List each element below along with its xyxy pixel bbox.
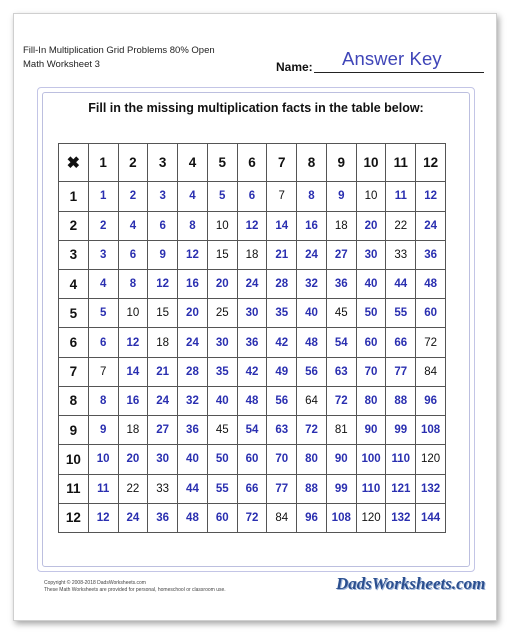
row-header: 8 (59, 386, 89, 415)
answer-cell: 90 (356, 416, 386, 445)
column-header: 7 (267, 144, 297, 182)
answer-cell: 40 (178, 445, 208, 474)
answer-cell: 88 (386, 386, 416, 415)
table-row (59, 270, 446, 299)
table-row (59, 386, 446, 415)
column-header: 2 (118, 144, 148, 182)
row-header: 6 (59, 328, 89, 357)
answer-cell: 6 (118, 240, 148, 269)
answer-cell: 24 (297, 240, 327, 269)
answer-cell: 54 (326, 328, 356, 357)
answer-cell: 48 (178, 503, 208, 532)
answer-cell: 55 (207, 474, 237, 503)
answer-cell: 70 (356, 357, 386, 386)
answer-cell: 40 (297, 299, 327, 328)
column-header: 8 (297, 144, 327, 182)
answer-cell: 8 (178, 211, 208, 240)
answer-cell: 44 (178, 474, 208, 503)
answer-cell: 16 (297, 211, 327, 240)
answer-cell: 8 (297, 182, 327, 211)
column-header: 5 (207, 144, 237, 182)
answer-cell: 11 (88, 474, 118, 503)
answer-cell: 20 (356, 211, 386, 240)
given-cell: 18 (118, 416, 148, 445)
answer-cell: 48 (416, 270, 446, 299)
row-header: 12 (59, 503, 89, 532)
answer-cell: 30 (148, 445, 178, 474)
given-cell: 22 (386, 211, 416, 240)
answer-cell: 77 (386, 357, 416, 386)
answer-cell: 3 (148, 182, 178, 211)
answer-cell: 5 (88, 299, 118, 328)
answer-cell: 96 (416, 386, 446, 415)
given-cell: 7 (88, 357, 118, 386)
answer-cell: 66 (237, 474, 267, 503)
answer-cell: 42 (267, 328, 297, 357)
answer-cell: 3 (88, 240, 118, 269)
given-cell: 18 (237, 240, 267, 269)
answer-cell: 49 (267, 357, 297, 386)
answer-cell: 9 (88, 416, 118, 445)
answer-cell: 20 (178, 299, 208, 328)
answer-cell: 100 (356, 445, 386, 474)
table-row (59, 416, 446, 445)
answer-cell: 88 (297, 474, 327, 503)
given-cell: 18 (148, 328, 178, 357)
row-header: 5 (59, 299, 89, 328)
answer-cell: 24 (148, 386, 178, 415)
column-header: 9 (326, 144, 356, 182)
answer-cell: 2 (88, 211, 118, 240)
answer-cell: 8 (88, 386, 118, 415)
table-row (59, 503, 446, 532)
answer-cell: 132 (386, 503, 416, 532)
answer-cell: 72 (326, 386, 356, 415)
answer-cell: 50 (356, 299, 386, 328)
answer-cell: 1 (88, 182, 118, 211)
answer-cell: 108 (416, 416, 446, 445)
answer-cell: 36 (148, 503, 178, 532)
answer-cell: 36 (416, 240, 446, 269)
name-line (314, 72, 484, 73)
given-cell: 10 (207, 211, 237, 240)
table-row (59, 328, 446, 357)
answer-cell: 12 (237, 211, 267, 240)
answer-cell: 66 (386, 328, 416, 357)
answer-cell: 4 (118, 211, 148, 240)
answer-cell: 24 (416, 211, 446, 240)
answer-cell: 9 (326, 182, 356, 211)
table-row (59, 182, 446, 211)
answer-cell: 77 (267, 474, 297, 503)
answer-cell: 48 (237, 386, 267, 415)
worksheet-title-line-2: Math Worksheet 3 (23, 59, 100, 70)
answer-cell: 60 (416, 299, 446, 328)
column-header: 10 (356, 144, 386, 182)
answer-key-label: Answer Key (342, 48, 442, 69)
answer-cell: 121 (386, 474, 416, 503)
given-cell: 22 (118, 474, 148, 503)
answer-cell: 12 (88, 503, 118, 532)
given-cell: 84 (416, 357, 446, 386)
column-header: 11 (386, 144, 416, 182)
answer-cell: 110 (356, 474, 386, 503)
table-row (59, 211, 446, 240)
answer-cell: 8 (118, 270, 148, 299)
table-row (59, 240, 446, 269)
row-header: 7 (59, 357, 89, 386)
answer-cell: 40 (356, 270, 386, 299)
given-cell: 10 (356, 182, 386, 211)
answer-cell: 9 (148, 240, 178, 269)
answer-cell: 63 (326, 357, 356, 386)
answer-cell: 72 (297, 416, 327, 445)
answer-cell: 6 (148, 211, 178, 240)
answer-cell: 70 (267, 445, 297, 474)
answer-cell: 48 (297, 328, 327, 357)
answer-cell: 14 (118, 357, 148, 386)
answer-cell: 32 (297, 270, 327, 299)
row-header: 10 (59, 445, 89, 474)
column-header: 3 (148, 144, 178, 182)
answer-cell: 80 (297, 445, 327, 474)
answer-cell: 50 (207, 445, 237, 474)
answer-cell: 32 (178, 386, 208, 415)
multiply-icon: ✖ (59, 144, 89, 182)
worksheet-title-line-1: Fill-In Multiplication Grid Problems 80% Open (23, 45, 215, 56)
table-row (59, 474, 446, 503)
answer-cell: 55 (386, 299, 416, 328)
answer-cell: 5 (207, 182, 237, 211)
answer-cell: 10 (88, 445, 118, 474)
answer-cell: 27 (148, 416, 178, 445)
answer-cell: 60 (356, 328, 386, 357)
answer-cell: 4 (178, 182, 208, 211)
answer-cell: 40 (207, 386, 237, 415)
answer-cell: 56 (267, 386, 297, 415)
name-label: Name: (276, 60, 313, 74)
column-header: 1 (88, 144, 118, 182)
given-cell: 45 (207, 416, 237, 445)
answer-cell: 12 (118, 328, 148, 357)
answer-cell: 56 (297, 357, 327, 386)
table-row (59, 445, 446, 474)
answer-cell: 80 (356, 386, 386, 415)
answer-cell: 35 (267, 299, 297, 328)
worksheet-title (23, 44, 253, 72)
row-header: 4 (59, 270, 89, 299)
given-cell: 15 (148, 299, 178, 328)
answer-cell: 30 (356, 240, 386, 269)
row-header: 3 (59, 240, 89, 269)
answer-cell: 11 (386, 182, 416, 211)
given-cell: 7 (267, 182, 297, 211)
answer-cell: 60 (207, 503, 237, 532)
usage-text: These Math Worksheets are provided for personal, homeschool or classroom use. (44, 587, 226, 593)
answer-cell: 21 (267, 240, 297, 269)
row-header: 1 (59, 182, 89, 211)
answer-cell: 30 (237, 299, 267, 328)
answer-cell: 99 (386, 416, 416, 445)
answer-cell: 12 (178, 240, 208, 269)
given-cell: 120 (356, 503, 386, 532)
answer-cell: 110 (386, 445, 416, 474)
answer-cell: 96 (297, 503, 327, 532)
answer-cell: 24 (118, 503, 148, 532)
answer-cell: 27 (326, 240, 356, 269)
given-cell: 120 (416, 445, 446, 474)
answer-cell: 2 (118, 182, 148, 211)
answer-cell: 24 (237, 270, 267, 299)
answer-cell: 20 (118, 445, 148, 474)
answer-cell: 132 (416, 474, 446, 503)
answer-cell: 24 (178, 328, 208, 357)
answer-cell: 12 (416, 182, 446, 211)
answer-cell: 36 (326, 270, 356, 299)
answer-cell: 28 (178, 357, 208, 386)
dadsworksheets-logo[interactable]: DadsWorksheets.com (336, 574, 486, 593)
answer-cell: 60 (237, 445, 267, 474)
column-header: 4 (178, 144, 208, 182)
given-cell: 33 (386, 240, 416, 269)
given-cell: 81 (326, 416, 356, 445)
footer-copyright (44, 580, 226, 594)
answer-cell: 16 (178, 270, 208, 299)
column-header: 12 (416, 144, 446, 182)
answer-cell: 42 (237, 357, 267, 386)
given-cell: 64 (297, 386, 327, 415)
answer-cell: 63 (267, 416, 297, 445)
given-cell: 72 (416, 328, 446, 357)
answer-cell: 72 (237, 503, 267, 532)
answer-cell: 21 (148, 357, 178, 386)
answer-cell: 20 (207, 270, 237, 299)
grid-header-row (59, 144, 446, 182)
answer-cell: 14 (267, 211, 297, 240)
answer-cell: 16 (118, 386, 148, 415)
answer-cell: 36 (178, 416, 208, 445)
instructions: Fill in the missing multiplication facts in the table below: (88, 101, 424, 115)
answer-cell: 44 (386, 270, 416, 299)
copyright-text: Copyright © 2008-2018 DadsWorksheets.com (44, 580, 146, 586)
answer-cell: 36 (237, 328, 267, 357)
answer-cell: 144 (416, 503, 446, 532)
answer-cell: 35 (207, 357, 237, 386)
given-cell: 15 (207, 240, 237, 269)
answer-cell: 12 (148, 270, 178, 299)
answer-cell: 108 (326, 503, 356, 532)
given-cell: 33 (148, 474, 178, 503)
row-header: 2 (59, 211, 89, 240)
given-cell: 18 (326, 211, 356, 240)
answer-cell: 4 (88, 270, 118, 299)
answer-cell: 54 (237, 416, 267, 445)
answer-cell: 90 (326, 445, 356, 474)
answer-cell: 6 (88, 328, 118, 357)
row-header: 11 (59, 474, 89, 503)
given-cell: 10 (118, 299, 148, 328)
row-header: 9 (59, 416, 89, 445)
table-row (59, 299, 446, 328)
answer-cell: 30 (207, 328, 237, 357)
table-row (59, 357, 446, 386)
answer-cell: 28 (267, 270, 297, 299)
answer-cell: 99 (326, 474, 356, 503)
multiplication-grid (58, 143, 446, 533)
given-cell: 25 (207, 299, 237, 328)
column-header: 6 (237, 144, 267, 182)
given-cell: 45 (326, 299, 356, 328)
answer-cell: 6 (237, 182, 267, 211)
given-cell: 84 (267, 503, 297, 532)
